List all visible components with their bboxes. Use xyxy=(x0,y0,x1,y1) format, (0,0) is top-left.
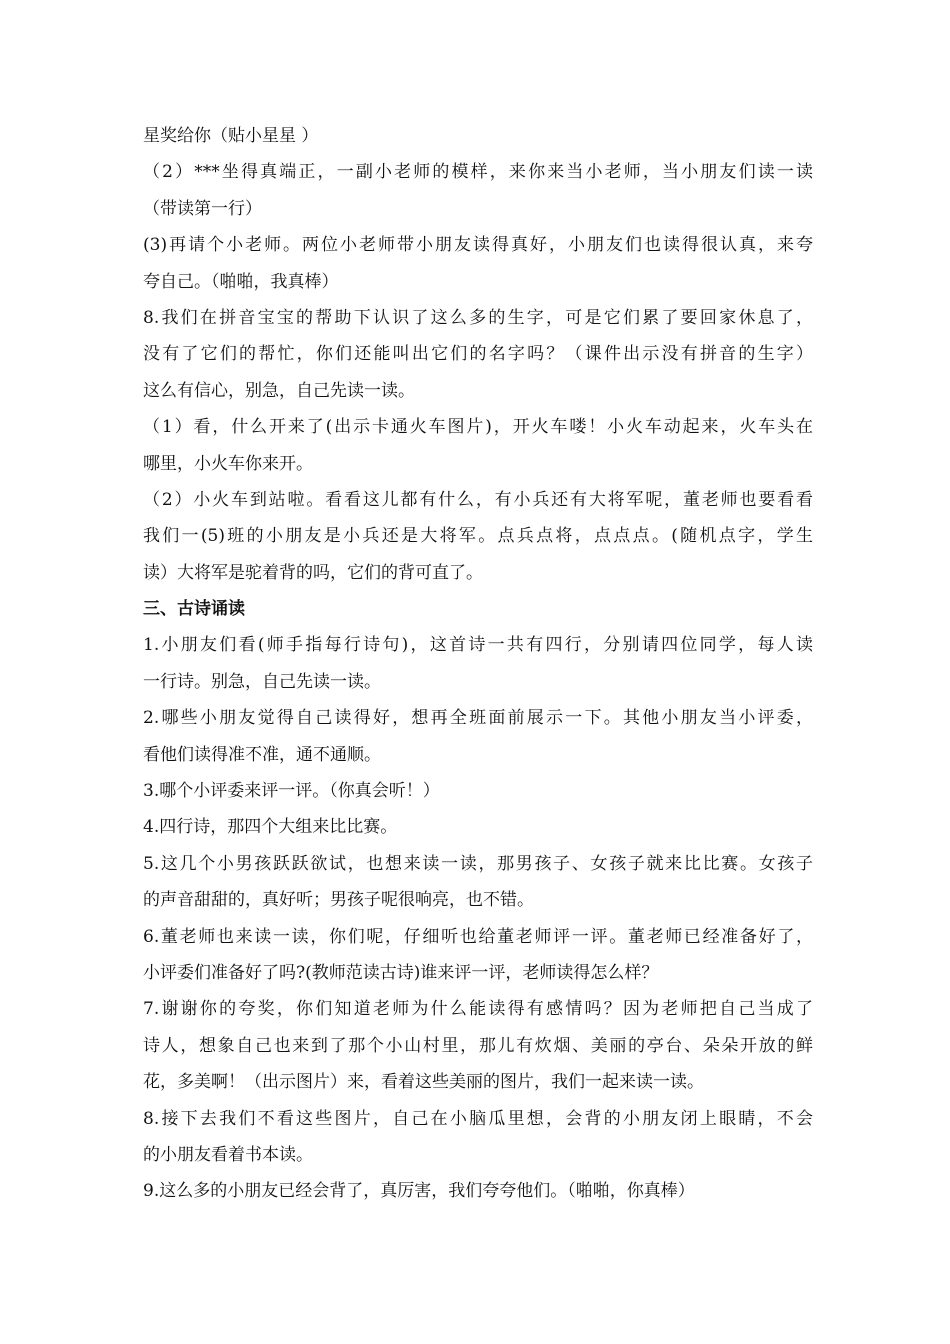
text-line-5: 夸自己。（啪啪，我真棒） xyxy=(143,271,339,292)
text-line-30: 9.这么多的小朋友已经会背了，真厉害，我们夸夸他们。（啪啪，你真棒） xyxy=(143,1181,695,1202)
text-line-3: （带读第一行） xyxy=(143,198,262,219)
text-line-24: 小评委们准备好了吗?(教师范读古诗)谁来评一评，老师读得怎么样？ xyxy=(143,962,659,983)
text-line-6: 8.我们在拼音宝宝的帮助下认识了这么多的生字，可是它们累了要回家休息了， xyxy=(143,307,813,328)
text-line-19: 3.哪个小评委来评一评。（你真会听！） xyxy=(143,781,440,802)
text-line-8: 这么有信心，别急，自己先读一读。 xyxy=(143,380,415,401)
text-line-15: 1.小朋友们看(师手指每行诗句)，这首诗一共有四行，分别请四位同学，每人读 xyxy=(143,635,813,656)
text-line-21: 5.这几个小男孩跃跃欲试，也想来读一读，那男孩子、女孩子就来比比赛。女孩子 xyxy=(143,853,813,874)
text-line-25: 7.谢谢你的夸奖，你们知道老师为什么能读得有感情吗？因为老师把自己当成了 xyxy=(143,999,813,1020)
text-line-11: （2）小火车到站啦。看看这儿都有什么，有小兵还有大将军呢，董老师也要看看 xyxy=(143,489,813,510)
section-heading: 三、古诗诵读 xyxy=(143,599,245,620)
text-line-17: 2.哪些小朋友觉得自己读得好，想再全班面前展示一下。其他小朋友当小评委， xyxy=(143,708,813,729)
text-line-2: （2）***坐得真端正，一副小老师的模样，来你来当小老师，当小朋友们读一读 xyxy=(143,162,813,183)
text-line-16: 一行诗。别急，自己先读一读。 xyxy=(143,671,381,692)
text-line-7: 没有了它们的帮忙，你们还能叫出它们的名字吗？（课件出示没有拼音的生字） xyxy=(143,344,813,365)
text-line-18: 看他们读得准不准，通不通顺。 xyxy=(143,744,381,765)
text-line-4: (3)再请个小老师。两位小老师带小朋友读得真好，小朋友们也读得很认真，来夸 xyxy=(143,235,813,256)
text-line-20: 4.四行诗，那四个大组来比比赛。 xyxy=(143,817,398,838)
text-line-26: 诗人，想象自己也来到了那个小山村里，那儿有炊烟、美丽的亭台、朵朵开放的鲜 xyxy=(143,1035,813,1056)
text-line-22: 的声音甜甜的，真好听；男孩子呢很响亮，也不错。 xyxy=(143,890,534,911)
text-line-27: 花，多美啊！（出示图片）来，看着这些美丽的图片，我们一起来读一读。 xyxy=(143,1072,704,1093)
text-line-29: 的小朋友看着书本读。 xyxy=(143,1144,313,1165)
document-body xyxy=(143,118,813,1210)
text-line-1: 星奖给你（贴小星星 ） xyxy=(143,126,319,146)
text-line-13: 读）大将军是驼着背的吗，它们的背可直了。 xyxy=(143,562,483,583)
text-line-12: 我们一(5)班的小朋友是小兵还是大将军。点兵点将，点点点。(随机点字，学生 xyxy=(143,526,813,547)
text-line-28: 8.接下去我们不看这些图片，自己在小脑瓜里想，会背的小朋友闭上眼睛，不会 xyxy=(143,1108,813,1129)
text-line-23: 6.董老师也来读一读，你们呢，仔细听也给董老师评一评。董老师已经准备好了， xyxy=(143,926,813,947)
text-line-9: （1）看，什么开来了(出示卡通火车图片)，开火车喽！小火车动起来，火车头在 xyxy=(143,417,813,438)
text-line-10: 哪里，小火车你来开。 xyxy=(143,453,313,474)
